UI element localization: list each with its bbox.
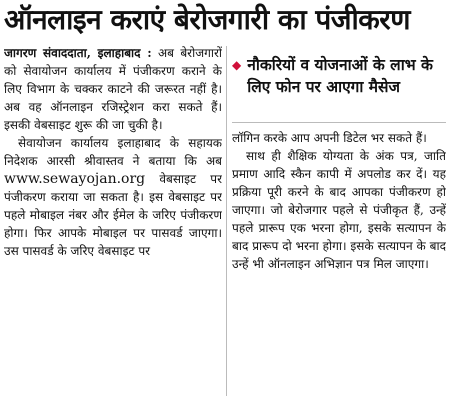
right-paragraph-two: साथ ही शैक्षिक योग्यता के अंक पत्र, जाति प्रमाण आदि स्कैन कापी में अपलोड कर दें। यह प्रक्रिया पूरी करने के बाद आपका पंजीकरण हो जाएगा। जो बेरोजगार पहले से पंजीकृत हैं, उन्हें पहले प्रारूप एक भरना होगा, इसके सत्यापन के बाद प्रारूप दो भरना होगा। इसके सत्यापन के बाद उन्हें भी ऑनलाइन अभिज्ञान पत्र मिल जाएगा। [232, 149, 446, 271]
intro-paragraph [4, 44, 222, 134]
website-url: www.sewayojan.org [4, 171, 146, 187]
subhead-rule [232, 122, 446, 123]
intro-text: अब बेरोजगारों को सेवायोजन कार्यालय में पंजीकरण कराने के लिए विभाग के चक्कर काटने की जरूरत नहीं है। अब वह ऑनलाइन रजिस्ट्रेशन करा सकते हैं। इसकी वेबसाइट शुरू की जा चुकी है। [4, 46, 222, 132]
paragraph-two [4, 134, 222, 260]
paragraph-two-end: वेबसाइट पर पंजीकरण कराया जा सकता है। इस वेबसाइट पर पहले मोबाइल नंबर और ईमेल के जरिए पंजीकरण होगा। फिर आपके मोबाइल पर पासवर्ड जाएगा। उस पासवर्ड के जरिए वेबसाइट पर [4, 172, 222, 258]
article-left-column [4, 44, 222, 398]
subheadline-text: नौकरियों व योजनाओं के लाभ के लिए फोन पर आएगा मैसेज [247, 56, 433, 96]
article-right-column [232, 44, 446, 398]
paragraph-two-start: सेवायोजन कार्यालय इलाहाबाद के सहायक निदेशक आरसी श्रीवास्तव ने बताया कि अब [4, 136, 222, 168]
red-diamond-bullet-icon: ◆ [232, 58, 242, 72]
byline: जागरण संवाददाता, इलाहाबाद : [4, 46, 152, 60]
subheadline [232, 54, 446, 114]
headline: ऑनलाइन कराएं बेरोजगारी का पंजीकरण [4, 3, 410, 36]
right-paragraph-one: लॉगिन करके आप अपनी डिटेल भर सकते हैं। [232, 131, 427, 145]
column-divider [226, 46, 227, 396]
